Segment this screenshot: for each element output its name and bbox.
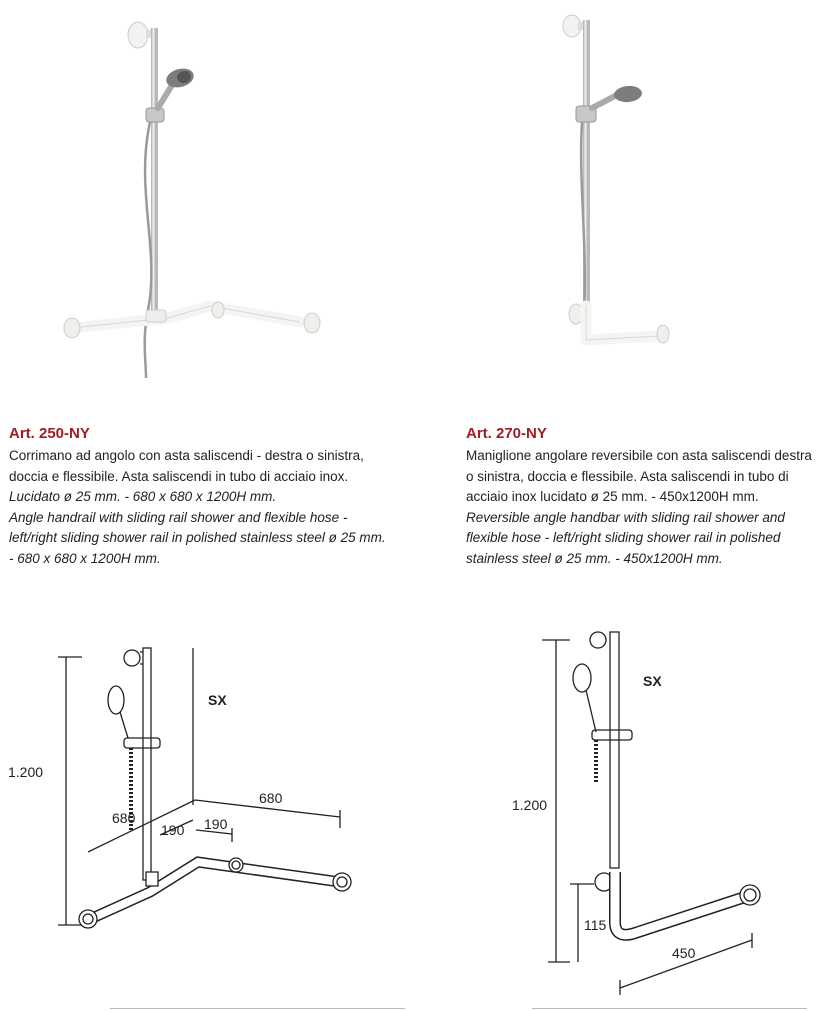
product-code: Art. 250-NY — [9, 425, 90, 442]
description-italian: Maniglione angolare reversibile con asta saliscendi destra o sinistra, doccia e flessibile. Asta saliscendi in tubo di acciaio inox lucidato ø 25 mm. - 450x1200H mm. — [466, 448, 812, 504]
product-photo-270-ny — [520, 10, 680, 370]
dimension-width: 450 — [672, 945, 696, 961]
dimension-width-right: 680 — [259, 790, 283, 806]
divider — [110, 1008, 405, 1009]
finish-italian: Lucidato ø 25 mm. - 680 x 680 x 1200H mm. — [9, 489, 277, 504]
technical-drawing-270-ny — [500, 620, 819, 1011]
product-description — [9, 446, 389, 569]
divider — [532, 1008, 807, 1009]
description-italian: Corrimano ad angolo con asta saliscendi - destra o sinistra, doccia e flessibile. Asta saliscendi in tubo di acciaio inox. — [9, 448, 364, 484]
dimension-bottom-offset: 115 — [584, 917, 607, 933]
product-code: Art. 270-NY — [466, 425, 547, 442]
product-description — [466, 446, 818, 569]
dimension-width-left: 680 — [112, 810, 136, 826]
side-label: SX — [643, 673, 662, 689]
dimension-offset-left: 190 — [161, 822, 185, 838]
description-english: Angle handrail with sliding rail shower and flexible hose - left/right sliding shower rail in polished stainless steel ø 25 mm. - 680 x 680 x 1200H mm. — [9, 509, 386, 566]
dimension-height: 1.200 — [8, 764, 44, 780]
description-english: Reversible angle handbar with sliding rail shower and flexible hose - left/right sliding shower rail in polished stainless steel ø 25 mm. - 450x1200H mm. — [466, 509, 785, 566]
product-photo-250-ny — [50, 10, 350, 390]
dimension-offset-right: 190 — [204, 816, 228, 832]
dimension-height: 1.200 — [512, 797, 548, 813]
side-label: SX — [208, 692, 227, 708]
technical-drawing-250-ny — [0, 630, 410, 1011]
